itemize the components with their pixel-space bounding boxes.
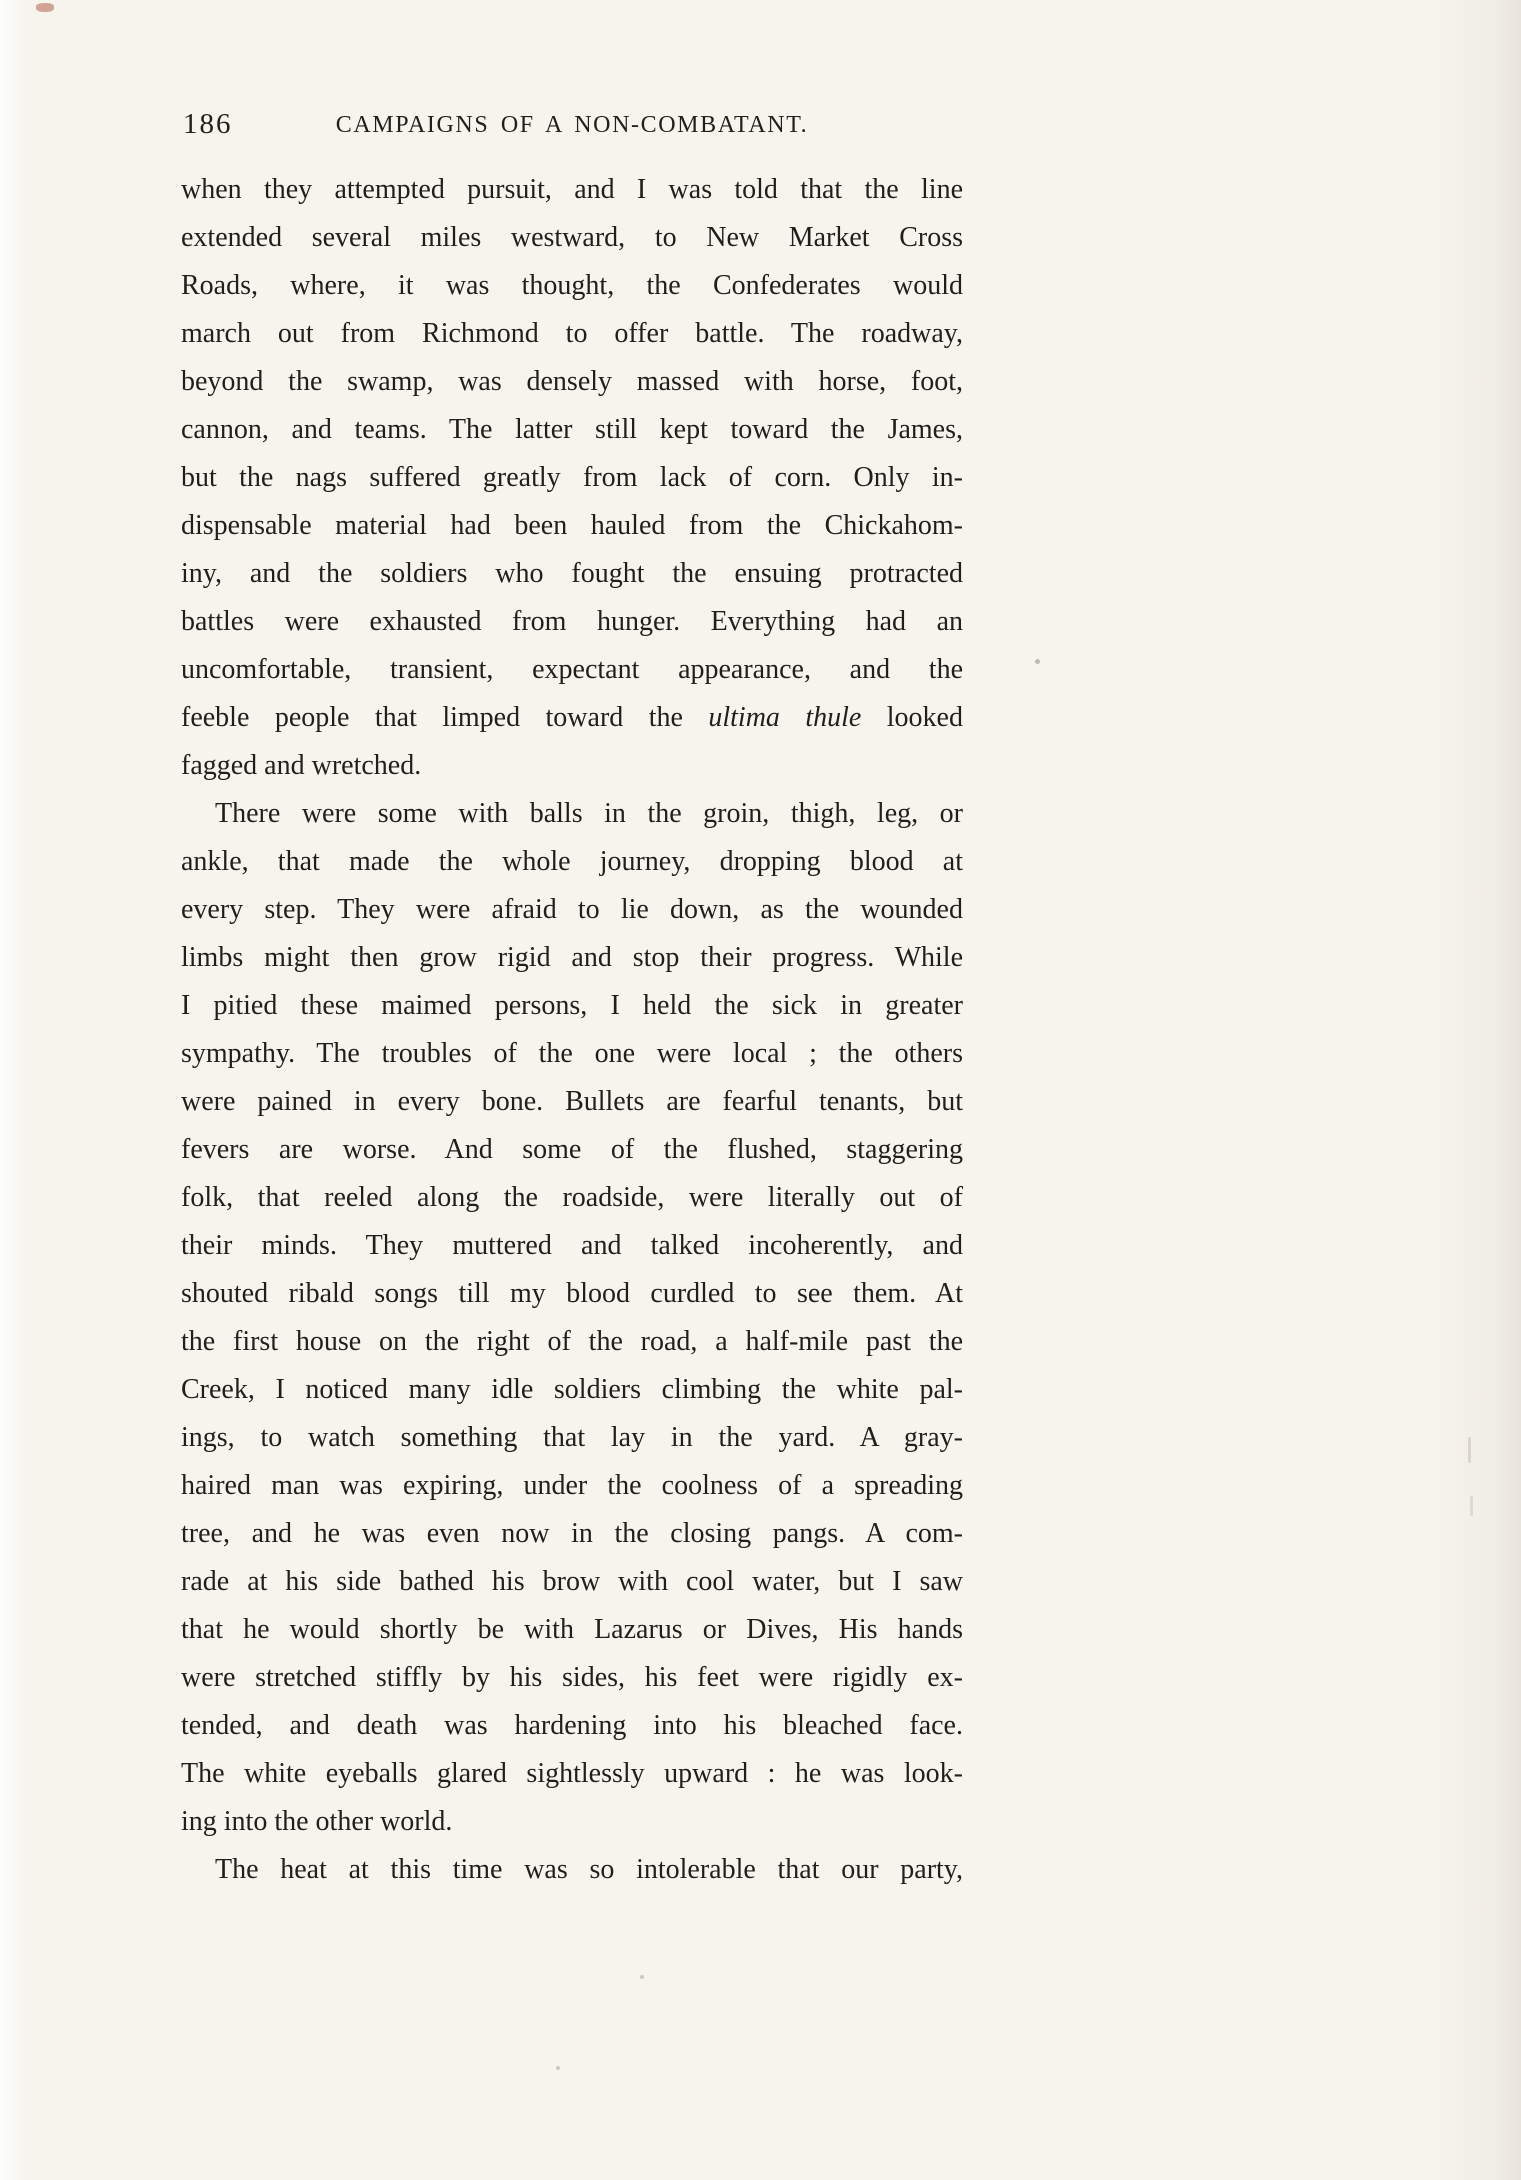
text-segment: limbs might then grow rigid and stop their progress. While [181, 942, 963, 973]
text-segment: ankle, that made the whole journey, dropping blood at [181, 846, 963, 877]
paragraph [181, 790, 963, 1846]
text-line [181, 1750, 963, 1798]
text-line [181, 1030, 963, 1078]
page-body [181, 166, 963, 1894]
text-segment: rade at his side bathed his brow with cool water, but I saw [181, 1566, 963, 1597]
text-segment: beyond the swamp, was densely massed with horse, foot, [181, 366, 963, 397]
text-line [181, 214, 963, 262]
text-line [181, 1174, 963, 1222]
paragraph [181, 166, 963, 790]
text-segment: every step. They were afraid to lie down, as the wounded [181, 894, 963, 925]
text-block [181, 104, 963, 1894]
text-line [181, 646, 963, 694]
text-line [181, 790, 963, 838]
text-segment: uncomfortable, transient, expectant appearance, and the [181, 654, 963, 685]
text-segment: Roads, where, it was thought, the Confederates would [181, 270, 963, 301]
text-segment: the first house on the right of the road, a half-mile past the [181, 1326, 963, 1357]
text-line [181, 838, 963, 886]
text-line [181, 1270, 963, 1318]
text-line [181, 406, 963, 454]
text-segment: shouted ribald songs till my blood curdled to see them. At [181, 1278, 963, 1309]
text-segment: that he would shortly be with Lazarus or Dives, His hands [181, 1614, 963, 1645]
text-segment: extended several miles westward, to New Market Cross [181, 222, 963, 253]
text-segment: dispensable material had been hauled from the Chickahom- [181, 510, 963, 541]
text-line [181, 982, 963, 1030]
text-segment: when they attempted pursuit, and I was told that the line [181, 174, 963, 205]
text-segment: iny, and the soldiers who fought the ensuing protracted [181, 558, 963, 589]
text-line [181, 934, 963, 982]
text-line [181, 454, 963, 502]
text-segment: haired man was expiring, under the coolness of a spreading [181, 1470, 963, 1501]
scan-speck [1468, 1437, 1471, 1463]
text-segment: were stretched stiffly by his sides, his feet were rigidly ex- [181, 1662, 963, 1693]
text-segment: their minds. They muttered and talked incoherently, and [181, 1230, 963, 1261]
page-header [181, 104, 963, 148]
text-segment: feeble people that limped toward the [181, 702, 709, 733]
text-segment: ing into the other world. [181, 1806, 453, 1837]
text-segment: There were some with balls in the groin, thigh, leg, or [215, 798, 963, 829]
text-segment: Creek, I noticed many idle soldiers climbing the white pal- [181, 1374, 963, 1405]
text-segment: ings, to watch something that lay in the yard. A gray- [181, 1422, 963, 1453]
italic-phrase: ultima thule [708, 702, 862, 733]
scan-speck [1470, 1496, 1473, 1516]
text-segment: battles were exhausted from hunger. Everything had an [181, 606, 963, 637]
text-line [181, 694, 963, 742]
text-segment: The heat at this time was so intolerable that our party, [215, 1854, 963, 1885]
text-segment: I pitied these maimed persons, I held the sick in greater [181, 990, 963, 1021]
text-line [181, 1462, 963, 1510]
text-segment: fevers are worse. And some of the flushed, staggering [181, 1134, 963, 1165]
text-segment: folk, that reeled along the roadside, were literally out of [181, 1182, 963, 1213]
text-segment: march out from Richmond to offer battle. The roadway, [181, 318, 963, 349]
scan-speck [640, 1975, 644, 1979]
scan-speck [1035, 659, 1040, 664]
text-line [181, 1702, 963, 1750]
text-segment: cannon, and teams. The latter still kept toward the James, [181, 414, 963, 445]
text-line [181, 358, 963, 406]
scan-speck [556, 2066, 560, 2070]
text-segment: fagged and wretched. [181, 750, 422, 781]
text-line [181, 310, 963, 358]
text-line [181, 1510, 963, 1558]
text-line [181, 1798, 963, 1846]
text-line [181, 1846, 963, 1894]
text-line [181, 742, 963, 790]
text-line [181, 1606, 963, 1654]
page-number: 186 [183, 108, 233, 140]
text-line [181, 262, 963, 310]
text-line [181, 1126, 963, 1174]
text-line [181, 550, 963, 598]
paragraph [181, 1846, 963, 1894]
text-line [181, 1414, 963, 1462]
text-line [181, 166, 963, 214]
text-segment: looked [861, 702, 963, 733]
text-line [181, 502, 963, 550]
text-segment: tended, and death was hardening into his bleached face. [181, 1710, 963, 1741]
text-line [181, 1078, 963, 1126]
scan-artifact-red-mark [36, 3, 54, 12]
text-line [181, 598, 963, 646]
text-line [181, 1558, 963, 1606]
text-segment: tree, and he was even now in the closing pangs. A com- [181, 1518, 963, 1549]
text-segment: sympathy. The troubles of the one were local ; the others [181, 1038, 963, 1069]
text-line [181, 1222, 963, 1270]
text-segment: but the nags suffered greatly from lack of corn. Only in- [181, 462, 963, 493]
text-segment: The white eyeballs glared sightlessly upward : he was look- [181, 1758, 963, 1789]
text-line [181, 1654, 963, 1702]
text-line [181, 1318, 963, 1366]
text-line [181, 1366, 963, 1414]
running-header-title: CAMPAIGNS OF A NON-COMBATANT. [335, 112, 809, 138]
text-line [181, 886, 963, 934]
text-segment: were pained in every bone. Bullets are fearful tenants, but [181, 1086, 963, 1117]
